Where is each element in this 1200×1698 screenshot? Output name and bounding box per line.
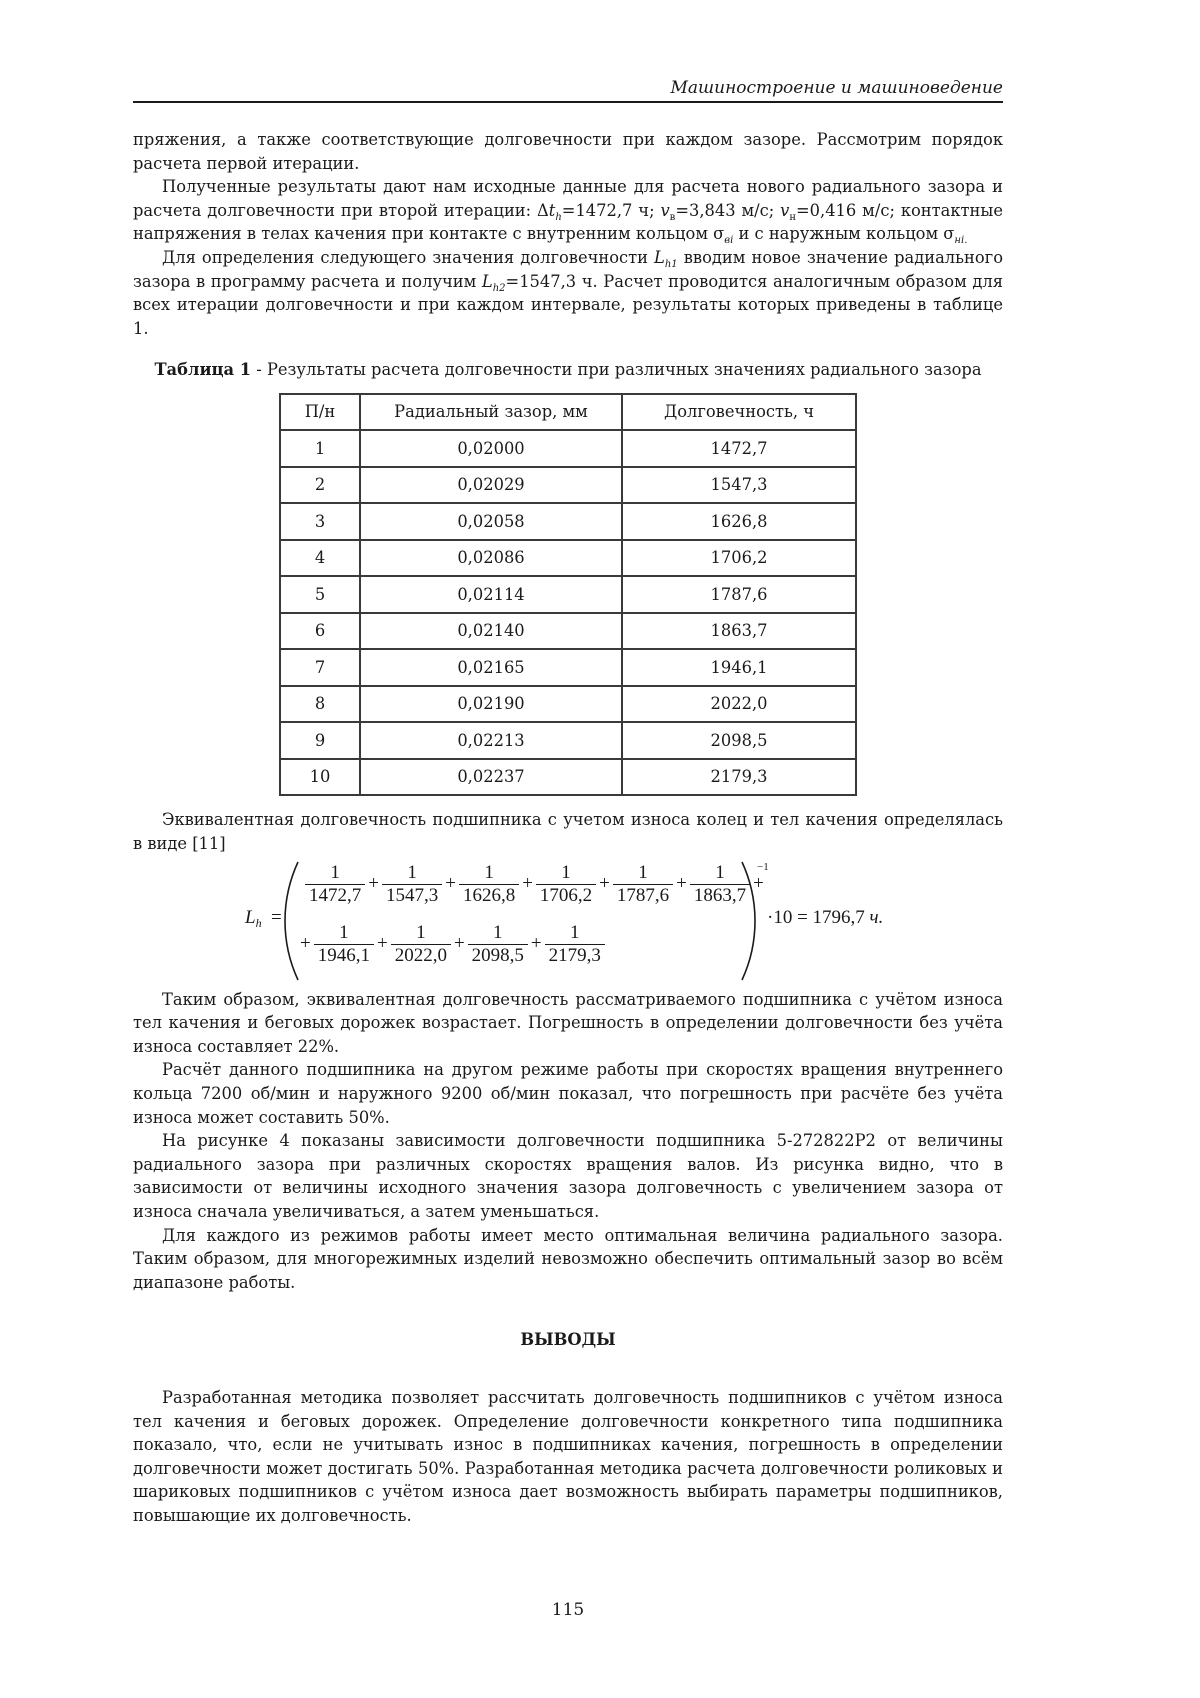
fraction-numerator: 1 <box>330 861 340 883</box>
cell-index: 6 <box>280 613 360 650</box>
paragraph-4: Эквивалентная долговечность подшипника с учетом износа колец и тел качения определялась в виде [11] <box>133 810 1003 854</box>
cell-clearance: 0,02029 <box>360 467 622 504</box>
header-rule <box>133 101 1003 103</box>
plus-operator: + <box>300 933 311 955</box>
table-header-row <box>280 394 856 431</box>
fraction <box>613 862 673 907</box>
fraction-numerator: 1 <box>638 861 648 883</box>
table-row <box>280 722 856 759</box>
paragraph-6: Расчёт данного подшипника на другом режиме работы при скоростях вращения внутреннего кольца 7200 об/мин и наружного 9200 об/мин показал, что погрешность при расчёте без учёта износа может составить 50%. <box>133 1060 1003 1127</box>
table-caption <box>133 358 1003 382</box>
fraction-numerator: 1 <box>339 921 349 943</box>
fraction <box>459 862 519 907</box>
paragraph-conclusions: Разработанная методика позволяет рассчитать долговечность подшипников с учётом износа тел качения и беговых дорожек. Определение долговечности конкретного типа подшипника показало, что, если не учитывать износ в подшипниках качения, погрешность в определении долговечности может достигать 50%. Разработанная методика расчета долговечности роликовых и шариковых подшипников с учётом износа дает возможность выбирать параметры подшипников, повышающие их долговечность. <box>133 1387 1003 1525</box>
fraction-numerator: 1 <box>416 921 426 943</box>
cell-index: 5 <box>280 576 360 613</box>
fraction-numerator: 1 <box>493 921 503 943</box>
cell-clearance: 0,02237 <box>360 759 622 796</box>
cell-index: 9 <box>280 722 360 759</box>
formula-equals: = <box>271 906 282 928</box>
plus-operator: + <box>368 873 379 895</box>
plus-operator: + <box>676 873 687 895</box>
cell-clearance: 0,02140 <box>360 613 622 650</box>
table-row <box>280 503 856 540</box>
fraction-denominator: 1706,2 <box>536 884 596 907</box>
running-header: Машиностроение и машиноведение <box>670 78 1003 98</box>
equivalent-durability-formula <box>133 860 1003 988</box>
table-body <box>280 430 856 795</box>
plus-operator: + <box>522 873 533 895</box>
cell-durability: 2022,0 <box>622 686 856 723</box>
results-table <box>279 393 857 797</box>
right-parenthesis <box>739 860 757 982</box>
fraction <box>314 922 374 967</box>
column-header-durability: Долговечность, ч <box>622 394 856 431</box>
table-row <box>280 576 856 613</box>
table-row <box>280 467 856 504</box>
table-row <box>280 686 856 723</box>
table-caption-text: - Результаты расчета долговечности при различных значениях радиального зазора <box>251 360 982 380</box>
cell-index: 2 <box>280 467 360 504</box>
fraction-denominator: 2022,0 <box>391 944 451 967</box>
paragraph-3: Для определения следующего значения долговечности $L_{h1}$ вводим новое значение радиального зазора в программу расчета и получим $L_{h2}=1547,3$ ч. Расчет проводится аналогичным образом для всех итерации долговечности и при каждом интервале, результаты которых приведены в таблице 1. <box>133 247 1003 338</box>
column-header-clearance: Радиальный зазор, мм <box>360 394 622 431</box>
cell-durability: 1547,3 <box>622 467 856 504</box>
cell-clearance: 0,02000 <box>360 430 622 467</box>
cell-index: 10 <box>280 759 360 796</box>
fraction-numerator: 1 <box>561 861 571 883</box>
formula-row-1 <box>303 862 765 907</box>
fraction-denominator: 2179,3 <box>545 944 605 967</box>
cell-clearance: 0,02190 <box>360 686 622 723</box>
cell-durability: 1626,8 <box>622 503 856 540</box>
table-row <box>280 613 856 650</box>
fraction-numerator: 1 <box>715 861 725 883</box>
plus-operator: + <box>753 873 764 895</box>
formula-row-2 <box>299 922 607 967</box>
cell-durability: 1946,1 <box>622 649 856 686</box>
fraction-numerator: 1 <box>407 861 417 883</box>
fraction-denominator: 1626,8 <box>459 884 519 907</box>
cell-durability: 1787,6 <box>622 576 856 613</box>
cell-index: 3 <box>280 503 360 540</box>
section-title-conclusions: ВЫВОДЫ <box>520 1330 616 1350</box>
cell-index: 4 <box>280 540 360 577</box>
table-row <box>280 649 856 686</box>
paragraph-2: Полученные результаты дают нам исходные данные для расчета нового радиального зазора и расчета долговечности при второй итерации: $\Delta t_h=1472,7$ ч; $v_в=3,843$ м/с; $v_н=0,416$ м/с; контактные напряжения в телах качения при контакте с внутренним кольцом $\sigma_{вi}$ и с наружным кольцом $\sigma_{нi.}$ <box>133 177 1004 247</box>
fraction-denominator: 2098,5 <box>468 944 528 967</box>
cell-clearance: 0,02086 <box>360 540 622 577</box>
paragraph-1: пряжения, а также соответствующие долговечности при каждом зазоре. Рассмотрим порядок расчета первой итерации. <box>133 130 1003 173</box>
fraction <box>391 922 451 967</box>
cell-clearance: 0,02058 <box>360 503 622 540</box>
article-body <box>133 128 1003 1528</box>
formula-result: ·10 = 1796,7 ч. <box>767 906 884 928</box>
plus-operator: + <box>453 933 465 955</box>
table-row <box>280 430 856 467</box>
page-number: 115 <box>551 1600 585 1620</box>
fraction-denominator: 1946,1 <box>314 944 374 967</box>
table-row <box>280 759 856 796</box>
plus-operator: + <box>530 933 542 955</box>
fraction <box>545 922 605 967</box>
cell-clearance: 0,02114 <box>360 576 622 613</box>
fraction-numerator: 1 <box>570 921 580 943</box>
fraction <box>468 922 528 967</box>
cell-index: 7 <box>280 649 360 686</box>
formula-lhs: $L_h$ <box>245 906 262 930</box>
paragraph-8: Для каждого из режимов работы имеет место оптимальная величина радиального зазора. Таким образом, для многорежимных изделий невозможно обеспечить оптимальный зазор во всём диапазоне работы. <box>133 1225 1003 1292</box>
cell-index: 8 <box>280 686 360 723</box>
cell-durability: 1863,7 <box>622 613 856 650</box>
paragraph-5: Таким образом, эквивалентная долговечность рассматриваемого подшипника с учётом износа тел качения и беговых дорожек возрастает. Погрешность в определении долговечности без учёта износа составляет 22%. <box>133 989 1003 1056</box>
fraction <box>305 862 365 907</box>
cell-durability: 1472,7 <box>622 430 856 467</box>
fraction <box>382 862 442 907</box>
cell-durability: 1706,2 <box>622 540 856 577</box>
fraction-denominator: 1863,7 <box>690 884 750 907</box>
cell-durability: 2098,5 <box>622 722 856 759</box>
fraction-numerator: 1 <box>484 861 494 883</box>
plus-operator: + <box>376 933 388 955</box>
fraction <box>536 862 596 907</box>
cell-durability: 2179,3 <box>622 759 856 796</box>
plus-operator: + <box>445 873 456 895</box>
fraction-denominator: 1472,7 <box>305 884 365 907</box>
table-row <box>280 540 856 577</box>
table-caption-label: Таблица 1 <box>154 360 252 380</box>
cell-clearance: 0,02213 <box>360 722 622 759</box>
fraction-denominator: 1547,3 <box>382 884 442 907</box>
plus-operator: + <box>599 873 610 895</box>
paragraph-7: На рисунке 4 показаны зависимости долговечности подшипника 5-272822Р2 от величины радиального зазора при различных скоростях вращения валов. Из рисунка видно, что в зависимости от величины исходного значения зазора долговечность с увеличением зазора от износа сначала увеличиваться, а затем уменьшаться. <box>133 1131 1003 1221</box>
cell-clearance: 0,02165 <box>360 649 622 686</box>
fraction-denominator: 1787,6 <box>613 884 673 907</box>
column-header-index: П/н <box>280 394 360 431</box>
formula-exponent: −1 <box>757 860 769 873</box>
cell-index: 1 <box>280 430 360 467</box>
